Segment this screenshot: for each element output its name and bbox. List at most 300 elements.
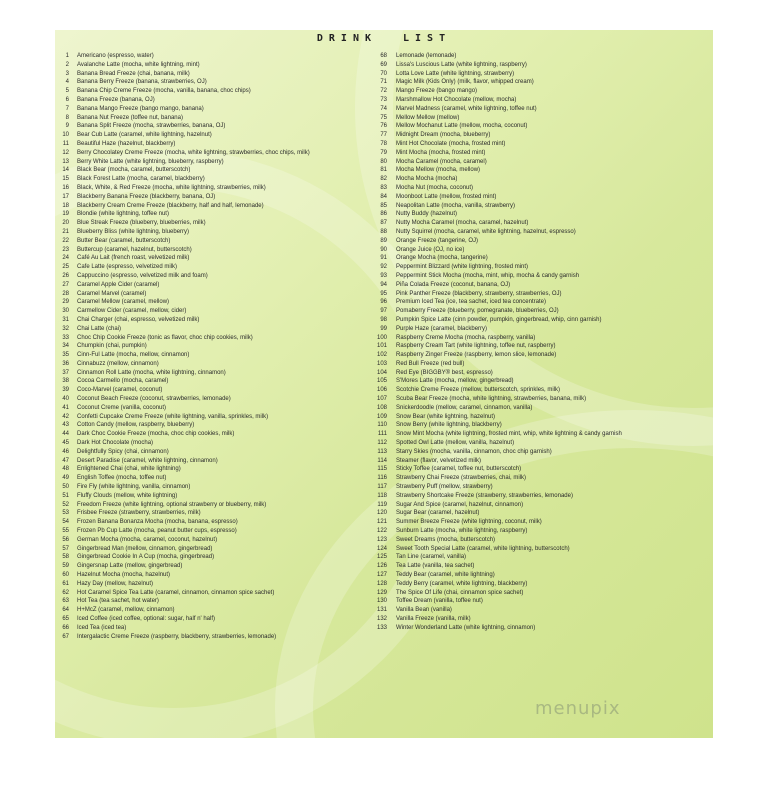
drink-number: 21: [62, 228, 69, 235]
page-title: DRINK LIST: [316, 33, 452, 44]
drink-name: Piña Colada Freeze (coconut, banana, OJ): [396, 281, 511, 288]
drink-list-item: [55, 457, 375, 466]
drink-number: 52: [62, 501, 69, 508]
drink-name: Nutty Squirrel (mocha, caramel, white lightning, hazelnut, espresso): [396, 228, 576, 235]
drink-number: 1: [65, 53, 69, 59]
drink-list-item: [55, 624, 375, 633]
drink-number: 87: [380, 220, 387, 227]
drink-number: 96: [380, 299, 387, 306]
drink-number: 53: [62, 510, 69, 517]
drink-list-item: [373, 334, 713, 343]
drink-name: Frozen Pb Cup Latte (mocha, peanut butter cups, espresso): [77, 528, 237, 535]
drink-name: Cafe Latte (espresso, velvetized milk): [77, 264, 178, 271]
drink-list-item: [373, 395, 713, 404]
drink-name: Black, White, & Red Freeze (mocha, white lightning, strawberries, milk): [77, 184, 266, 191]
drink-number: 37: [62, 369, 69, 376]
drink-name: Banana Mango Freeze (bango mango, banana): [77, 105, 204, 112]
drink-name: Raspberry Cream Tart (white lightning, toffee nut, raspberry): [396, 343, 556, 350]
drink-name: Neapolitan Latte (mocha, vanilla, strawberry): [396, 202, 516, 209]
drink-number: 92: [380, 264, 387, 271]
drink-number: 128: [376, 580, 387, 587]
drink-name: Scotchie Creme Freeze (mellow, butterscotch, sprinkles, milk): [396, 387, 561, 394]
drink-number: 10: [62, 132, 69, 139]
drink-list-item: [373, 210, 713, 219]
drink-list-item: [373, 316, 713, 325]
drink-list-item: [55, 580, 375, 589]
drink-list-left-column: [55, 52, 375, 641]
drink-number: 61: [62, 580, 69, 587]
drink-list-item: [373, 52, 713, 61]
drink-number: 123: [376, 536, 387, 543]
drink-name: Fire Fly (white lightning, vanilla, cinnamon): [77, 484, 191, 491]
drink-number: 55: [62, 528, 69, 535]
drink-name: Marvel Madness (caramel, white lightning, toffee nut): [396, 105, 537, 112]
drink-number: 36: [62, 360, 69, 367]
drink-list-item: [373, 492, 713, 501]
drink-number: 25: [62, 264, 69, 271]
drink-number: 7: [65, 105, 69, 112]
drink-name: Berry Chocolatey Creme Freeze (mocha, white lightning, strawberries, choc chips, milk): [77, 149, 310, 156]
drink-number: 51: [62, 492, 69, 499]
drink-list-right-column: [373, 52, 713, 633]
drink-number: 49: [62, 475, 69, 482]
drink-number: 82: [380, 176, 387, 183]
drink-name: Chai Latte (chai): [77, 325, 122, 332]
drink-list-item: [55, 325, 375, 334]
drink-name: Steamer (flavor, velvetized milk): [396, 457, 482, 464]
drink-name: Cinn-Ful Latte (mocha, mellow, cinnamon): [77, 352, 190, 359]
drink-name: Buttercup (caramel, hazelnut, butterscotch): [77, 246, 192, 253]
drink-number: 38: [62, 378, 69, 385]
drink-number: 64: [62, 607, 69, 614]
drink-list-item: [55, 114, 375, 123]
drink-number: 30: [62, 308, 69, 315]
drink-list-item: [55, 193, 375, 202]
drink-list-item: [373, 536, 713, 545]
drink-list-item: [55, 96, 375, 105]
drink-number: 41: [62, 404, 69, 411]
drink-number: 33: [62, 334, 69, 341]
drink-name: Banana Bread Freeze (chai, banana, milk): [77, 70, 190, 77]
drink-number: 99: [380, 325, 387, 332]
drink-number: 24: [62, 255, 69, 262]
drink-number: 39: [62, 387, 69, 394]
drink-number: 47: [62, 457, 69, 464]
drink-name: Red Eye (BIGGBY® best, espresso): [396, 369, 493, 376]
drink-list-item: [55, 87, 375, 96]
drink-name: Cinnamon Roll Latte (mocha, white lightning, cinnamon): [77, 369, 226, 376]
drink-number: 84: [380, 193, 387, 200]
drink-number: 29: [62, 299, 69, 306]
drink-list-item: [55, 404, 375, 413]
drink-name: Hot Tea (tea sachet, hot water): [77, 598, 159, 605]
drink-name: Caramel Marvel (caramel): [77, 290, 147, 297]
drink-name: English Toffee (mocha, toffee nut): [77, 475, 167, 482]
drink-name: Iced Coffee (iced coffee, optional: sugar, half n' half): [77, 616, 216, 622]
drink-list-item: [373, 96, 713, 105]
drink-number: 103: [376, 360, 387, 367]
drink-number: 111: [377, 431, 387, 438]
drink-name: Gingerbread Man (mellow, cinnamon, gingerbread): [77, 545, 213, 552]
drink-name: Banana Split Freeze (mocha, strawberries, banana, OJ): [77, 123, 226, 130]
drink-name: Teddy Berry (caramel, white lightning, blackberry): [396, 580, 528, 587]
drink-number: 83: [380, 184, 387, 191]
drink-number: 89: [380, 237, 387, 244]
drink-name: Lemonade (lemonade): [396, 53, 457, 59]
drink-list-item: [373, 360, 713, 369]
drink-list-item: [55, 448, 375, 457]
drink-list-item: [373, 369, 713, 378]
drink-name: Enlightened Chai (chai, white lightning): [77, 466, 181, 473]
drink-list-item: [373, 545, 713, 554]
drink-list-item: [55, 263, 375, 272]
drink-name: S'Mores Latte (mocha, mellow, gingerbread): [396, 378, 514, 385]
drink-list-item: [55, 316, 375, 325]
drink-name: Summer Breeze Freeze (white lightning, coconut, milk): [396, 519, 542, 526]
drink-number: 77: [380, 132, 387, 139]
drink-list-item: [55, 527, 375, 536]
drink-number: 46: [62, 448, 69, 455]
drink-name: Mellow Mochanut Latte (mellow, mocha, coconut): [396, 123, 528, 130]
drink-name: Orange Freeze (tangerine, OJ): [396, 237, 479, 244]
drink-list-item: [55, 509, 375, 518]
drink-name: Café Au Lait (french roast, velvetized milk): [77, 255, 190, 262]
drink-number: 4: [65, 79, 69, 86]
drink-list-item: [55, 122, 375, 131]
drink-number: 45: [62, 440, 69, 447]
drink-number: 101: [376, 343, 387, 350]
drink-number: 63: [62, 598, 69, 605]
drink-list-item: [55, 386, 375, 395]
drink-number: 113: [377, 448, 387, 455]
drink-name: Cocoa Carmello (mocha, caramel): [77, 378, 169, 385]
drink-name: H+McZ (caramel, mellow, cinnamon): [77, 607, 175, 614]
drink-number: 107: [376, 396, 387, 403]
drink-list-item: [373, 158, 713, 167]
drink-name: Nutty Buddy (hazelnut): [396, 211, 458, 218]
drink-name: Caramel Apple Cider (caramel): [77, 281, 160, 288]
drink-number: 108: [376, 404, 387, 411]
drink-number: 104: [376, 369, 387, 376]
drink-list-item: [55, 272, 375, 281]
drink-name: Iced Tea (iced tea): [77, 624, 127, 631]
drink-list-item: [55, 597, 375, 606]
drink-list-item: [55, 281, 375, 290]
drink-number: 115: [377, 466, 387, 473]
drink-name: Midnight Dream (mocha, blueberry): [396, 132, 491, 139]
drink-list-item: [373, 421, 713, 430]
drink-name: Hazelnut Mocha (mocha, hazelnut): [77, 572, 171, 579]
drink-list-item: [373, 193, 713, 202]
drink-number: 59: [62, 563, 69, 570]
drink-name: Peppermint Stick Mocha (mocha, mint, whip, mocha & candy garnish: [396, 272, 580, 279]
drink-number: 97: [380, 308, 387, 315]
drink-number: 66: [62, 624, 69, 631]
drink-list-item: [373, 615, 713, 624]
drink-name: Carmellow Cider (caramel, mellow, cider): [77, 308, 187, 315]
drink-number: 78: [380, 140, 387, 147]
drink-list-item: [373, 272, 713, 281]
drink-number: 121: [376, 519, 387, 526]
drink-list-item: [55, 105, 375, 114]
drink-list-item: [373, 263, 713, 272]
drink-list-item: [373, 386, 713, 395]
watermark: menupix: [535, 698, 621, 719]
drink-list-item: [373, 448, 713, 457]
drink-name: Scuba Bear Freeze (mocha, white lightning, strawberries, banana, milk): [396, 396, 587, 403]
drink-list-item: [373, 140, 713, 149]
drink-list-item: [55, 589, 375, 598]
drink-name: Sweet Dreams (mocha, butterscotch): [396, 536, 496, 543]
drink-number: 120: [376, 510, 387, 517]
drink-name: Berry White Latte (white lightning, blueberry, raspberry): [77, 158, 224, 165]
drink-name: Vanilla Bean (vanilla): [396, 607, 452, 614]
drink-name: Banana Freeze (banana, OJ): [77, 96, 155, 103]
drink-list-item: [55, 246, 375, 255]
drink-name: Beautiful Haze (hazelnut, blackberry): [77, 140, 176, 147]
drink-number: 80: [380, 158, 387, 165]
drink-name: Banana Berry Freeze (banana, strawberries, OJ): [77, 79, 207, 86]
drink-list-item: [373, 501, 713, 510]
drink-name: Sugar Bear (caramel, hazelnut): [396, 510, 480, 517]
drink-name: Black Forest Latte (mocha, caramel, blackberry): [77, 176, 205, 183]
drink-name: Lotta Love Latte (white lightning, strawberry): [396, 70, 515, 77]
drink-number: 122: [376, 528, 387, 535]
drink-list-item: [373, 351, 713, 360]
drink-number: 130: [376, 598, 387, 605]
drink-list-item: [55, 158, 375, 167]
drink-list-item: [55, 492, 375, 501]
drink-name: Marshmallow Hot Chocolate (mellow, mocha): [396, 96, 517, 103]
drink-name: Frozen Banana Bonanza Mocha (mocha, banana, espresso): [77, 519, 238, 526]
drink-name: Butter Bear (caramel, butterscotch): [77, 237, 171, 244]
drink-number: 131: [376, 607, 387, 614]
drink-list-item: [373, 518, 713, 527]
drink-name: Mango Freeze (bango mango): [396, 88, 478, 95]
drink-list-item: [373, 166, 713, 175]
drink-list-item: [55, 140, 375, 149]
drink-name: Nutty Mocha Caramel (mocha, caramel, hazelnut): [396, 220, 529, 227]
drink-list-item: [373, 70, 713, 79]
drink-name: Sugar And Spice (caramel, hazelnut, cinnamon): [396, 501, 524, 508]
drink-list-item: [373, 184, 713, 193]
drink-list-item: [55, 545, 375, 554]
drink-list-item: [373, 61, 713, 70]
drink-number: 98: [380, 316, 387, 323]
drink-number: 105: [376, 378, 387, 385]
drink-number: 116: [377, 475, 387, 482]
drink-list-item: [55, 202, 375, 211]
drink-name: Black Bear (mocha, caramel, butterscotch): [77, 167, 191, 174]
drink-number: 76: [380, 123, 387, 130]
drink-name: Moonboot Latte (mellow, frosted mint): [396, 193, 497, 200]
drink-list-item: [55, 228, 375, 237]
drink-list-item: [373, 465, 713, 474]
drink-number: 8: [65, 114, 69, 121]
drink-list-item: [55, 61, 375, 70]
drink-number: 23: [62, 246, 69, 253]
drink-name: Teddy Bear (caramel, white lightning): [396, 572, 495, 579]
drink-list-item: [373, 307, 713, 316]
drink-number: 94: [380, 281, 387, 288]
menu-page: [55, 30, 713, 738]
drink-name: Snow Berry (white lightning, blackberry): [396, 422, 502, 429]
drink-name: Blondie (white lightning, toffee nut): [77, 211, 169, 218]
drink-name: Choc Chip Cookie Freeze (tonic as flavor, choc chip cookies, milk): [77, 334, 253, 341]
drink-name: Freedom Freeze (white lightning, optional strawberry or blueberry, milk): [77, 501, 267, 508]
drink-number: 110: [377, 422, 387, 429]
drink-name: Blueberry Bliss (white lightning, blueberry): [77, 228, 190, 235]
drink-name: Spotted Owl Latte (mellow, vanilla, hazelnut): [396, 440, 515, 447]
drink-list-item: [373, 474, 713, 483]
drink-number: 12: [62, 149, 69, 156]
drink-number: 106: [376, 387, 387, 394]
drink-name: Frisbee Freeze (strawberry, strawberries, milk): [77, 510, 201, 517]
drink-list-item: [373, 228, 713, 237]
drink-list-item: [373, 509, 713, 518]
drink-list-item: [55, 184, 375, 193]
drink-number: 62: [62, 589, 69, 596]
drink-list-item: [55, 465, 375, 474]
drink-list-item: [55, 52, 375, 61]
drink-list-item: [55, 439, 375, 448]
drink-name: Tea Latte (vanilla, tea sachet): [396, 563, 475, 570]
drink-number: 11: [62, 140, 69, 147]
drink-name: Coconut Beach Freeze (coconut, strawberries, lemonade): [77, 396, 231, 403]
drink-name: Chumpkin (chai, pumpkin): [77, 343, 147, 350]
drink-list-item: [55, 360, 375, 369]
drink-list-item: [373, 377, 713, 386]
drink-list-item: [55, 342, 375, 351]
drink-name: Raspberry Zinger Freeze (raspberry, lemon slice, lemonade): [396, 352, 557, 359]
drink-list-item: [373, 483, 713, 492]
drink-name: Mocha Nut (mocha, coconut): [396, 184, 474, 191]
drink-list-item: [373, 606, 713, 615]
drink-name: Delightfully Spicy (chai, cinnamon): [77, 448, 169, 455]
drink-list-item: [55, 149, 375, 158]
drink-list-item: [55, 536, 375, 545]
drink-name: Cotton Candy (mellow, raspberry, blueberry): [77, 422, 195, 429]
drink-number: 74: [380, 105, 387, 112]
drink-list-item: [373, 290, 713, 299]
drink-name: Strawberry Puff (mellow, strawberry): [396, 484, 493, 491]
drink-name: Pink Panther Freeze (blackberry, strawberry, strawberries, OJ): [396, 290, 562, 297]
drink-name: Mint Hot Chocolate (mocha, frosted mint): [396, 140, 506, 147]
drink-number: 43: [62, 422, 69, 429]
drink-number: 19: [62, 211, 69, 218]
drink-name: Confetti Cupcake Creme Freeze (white lightning, vanilla, sprinkles, milk): [77, 413, 269, 420]
drink-list-item: [55, 210, 375, 219]
drink-list-item: [373, 457, 713, 466]
drink-list-item: [373, 589, 713, 598]
drink-name: Gingerbread Cookie In A Cup (mocha, gingerbread): [77, 554, 215, 561]
drink-name: Premium Iced Tea (ice, tea sachet, iced tea concentrate): [396, 299, 546, 306]
drink-number: 28: [62, 290, 69, 297]
drink-name: Cinnabuzz (mellow, cinnamon): [77, 360, 159, 367]
drink-number: 126: [376, 563, 387, 570]
drink-list-item: [55, 307, 375, 316]
drink-name: Magic Milk (Kids Only) (milk, flavor, whipped cream): [396, 79, 534, 86]
drink-list-item: [373, 562, 713, 571]
drink-number: 54: [62, 519, 69, 526]
drink-number: 81: [380, 167, 387, 174]
drink-name: Sweet Tooth Special Latte (caramel, white lightning, butterscotch): [396, 545, 570, 552]
drink-number: 65: [62, 616, 69, 622]
drink-name: Mint Mocha (mocha, frosted mint): [396, 149, 486, 156]
drink-list-item: [55, 70, 375, 79]
drink-number: 71: [380, 79, 387, 86]
drink-list-item: [373, 413, 713, 422]
drink-number: 119: [377, 501, 387, 508]
drink-list-item: [373, 114, 713, 123]
drink-list-item: [373, 527, 713, 536]
drink-name: German Mocha (mocha, caramel, coconut, hazelnut): [77, 536, 218, 543]
drink-list-item: [55, 571, 375, 580]
drink-number: 16: [62, 184, 69, 191]
drink-number: 18: [62, 202, 69, 209]
drink-list-item: [55, 606, 375, 615]
drink-list-item: [373, 237, 713, 246]
drink-name: Blackberry Banana Freeze (blackberry, banana, OJ): [77, 193, 216, 200]
drink-number: 20: [62, 220, 69, 227]
drink-number: 44: [62, 431, 69, 438]
drink-number: 88: [380, 228, 387, 235]
drink-name: Starry Skies (mocha, vanilla, cinnamon, choc chip garnish): [396, 448, 552, 455]
drink-number: 118: [377, 492, 387, 499]
drink-number: 91: [380, 255, 387, 262]
drink-list-item: [55, 166, 375, 175]
drink-list-item: [55, 369, 375, 378]
drink-list-item: [55, 219, 375, 228]
drink-name: Banana Chip Creme Freeze (mocha, vanilla, banana, choc chips): [77, 88, 251, 95]
drink-number: 34: [62, 343, 69, 350]
drink-list-item: [373, 254, 713, 263]
drink-number: 50: [62, 484, 69, 491]
drink-name: Orange Juice (OJ, no ice): [396, 246, 465, 253]
drink-number: 2: [65, 61, 69, 68]
drink-number: 42: [62, 413, 69, 420]
drink-number: 79: [380, 149, 387, 156]
drink-list-item: [373, 439, 713, 448]
drink-list-item: [55, 377, 375, 386]
drink-name: Americano (espresso, water): [77, 53, 154, 59]
drink-name: Dark Hot Chocolate (mocha): [77, 440, 154, 447]
drink-list-item: [373, 430, 713, 439]
drink-list-item: [55, 421, 375, 430]
drink-name: Tan Line (caramel, vanilla): [396, 554, 467, 561]
drink-number: 69: [380, 61, 387, 68]
drink-list-item: [55, 351, 375, 360]
drink-list-item: [55, 78, 375, 87]
drink-name: The Spice Of Life (chai, cinnamon spice sachet): [396, 589, 524, 596]
drink-number: 15: [62, 176, 69, 183]
drink-number: 68: [380, 53, 387, 59]
drink-name: Chai Charger (chai, espresso, velvetized milk): [77, 316, 200, 323]
drink-number: 112: [377, 440, 387, 447]
drink-number: 133: [376, 624, 387, 631]
drink-name: Orange Mocha (mocha, tangerine): [396, 255, 488, 262]
drink-list-item: [55, 518, 375, 527]
drink-list-item: [373, 149, 713, 158]
drink-list-item: [55, 131, 375, 140]
drink-name: Hot Caramel Spice Tea Latte (caramel, cinnamon, cinnamon spice sachet): [77, 589, 275, 596]
drink-name: Dark Choc Cookie Freeze (mocha, choc chip cookies, milk): [77, 431, 235, 438]
drink-name: Mocha Caramel (mocha, caramel): [396, 158, 487, 165]
drink-name: Strawberry Shortcake Freeze (strawberry, strawberries, lemonade): [396, 492, 573, 499]
drink-number: 124: [376, 545, 387, 552]
drink-number: 109: [376, 413, 387, 420]
drink-list-item: [373, 105, 713, 114]
